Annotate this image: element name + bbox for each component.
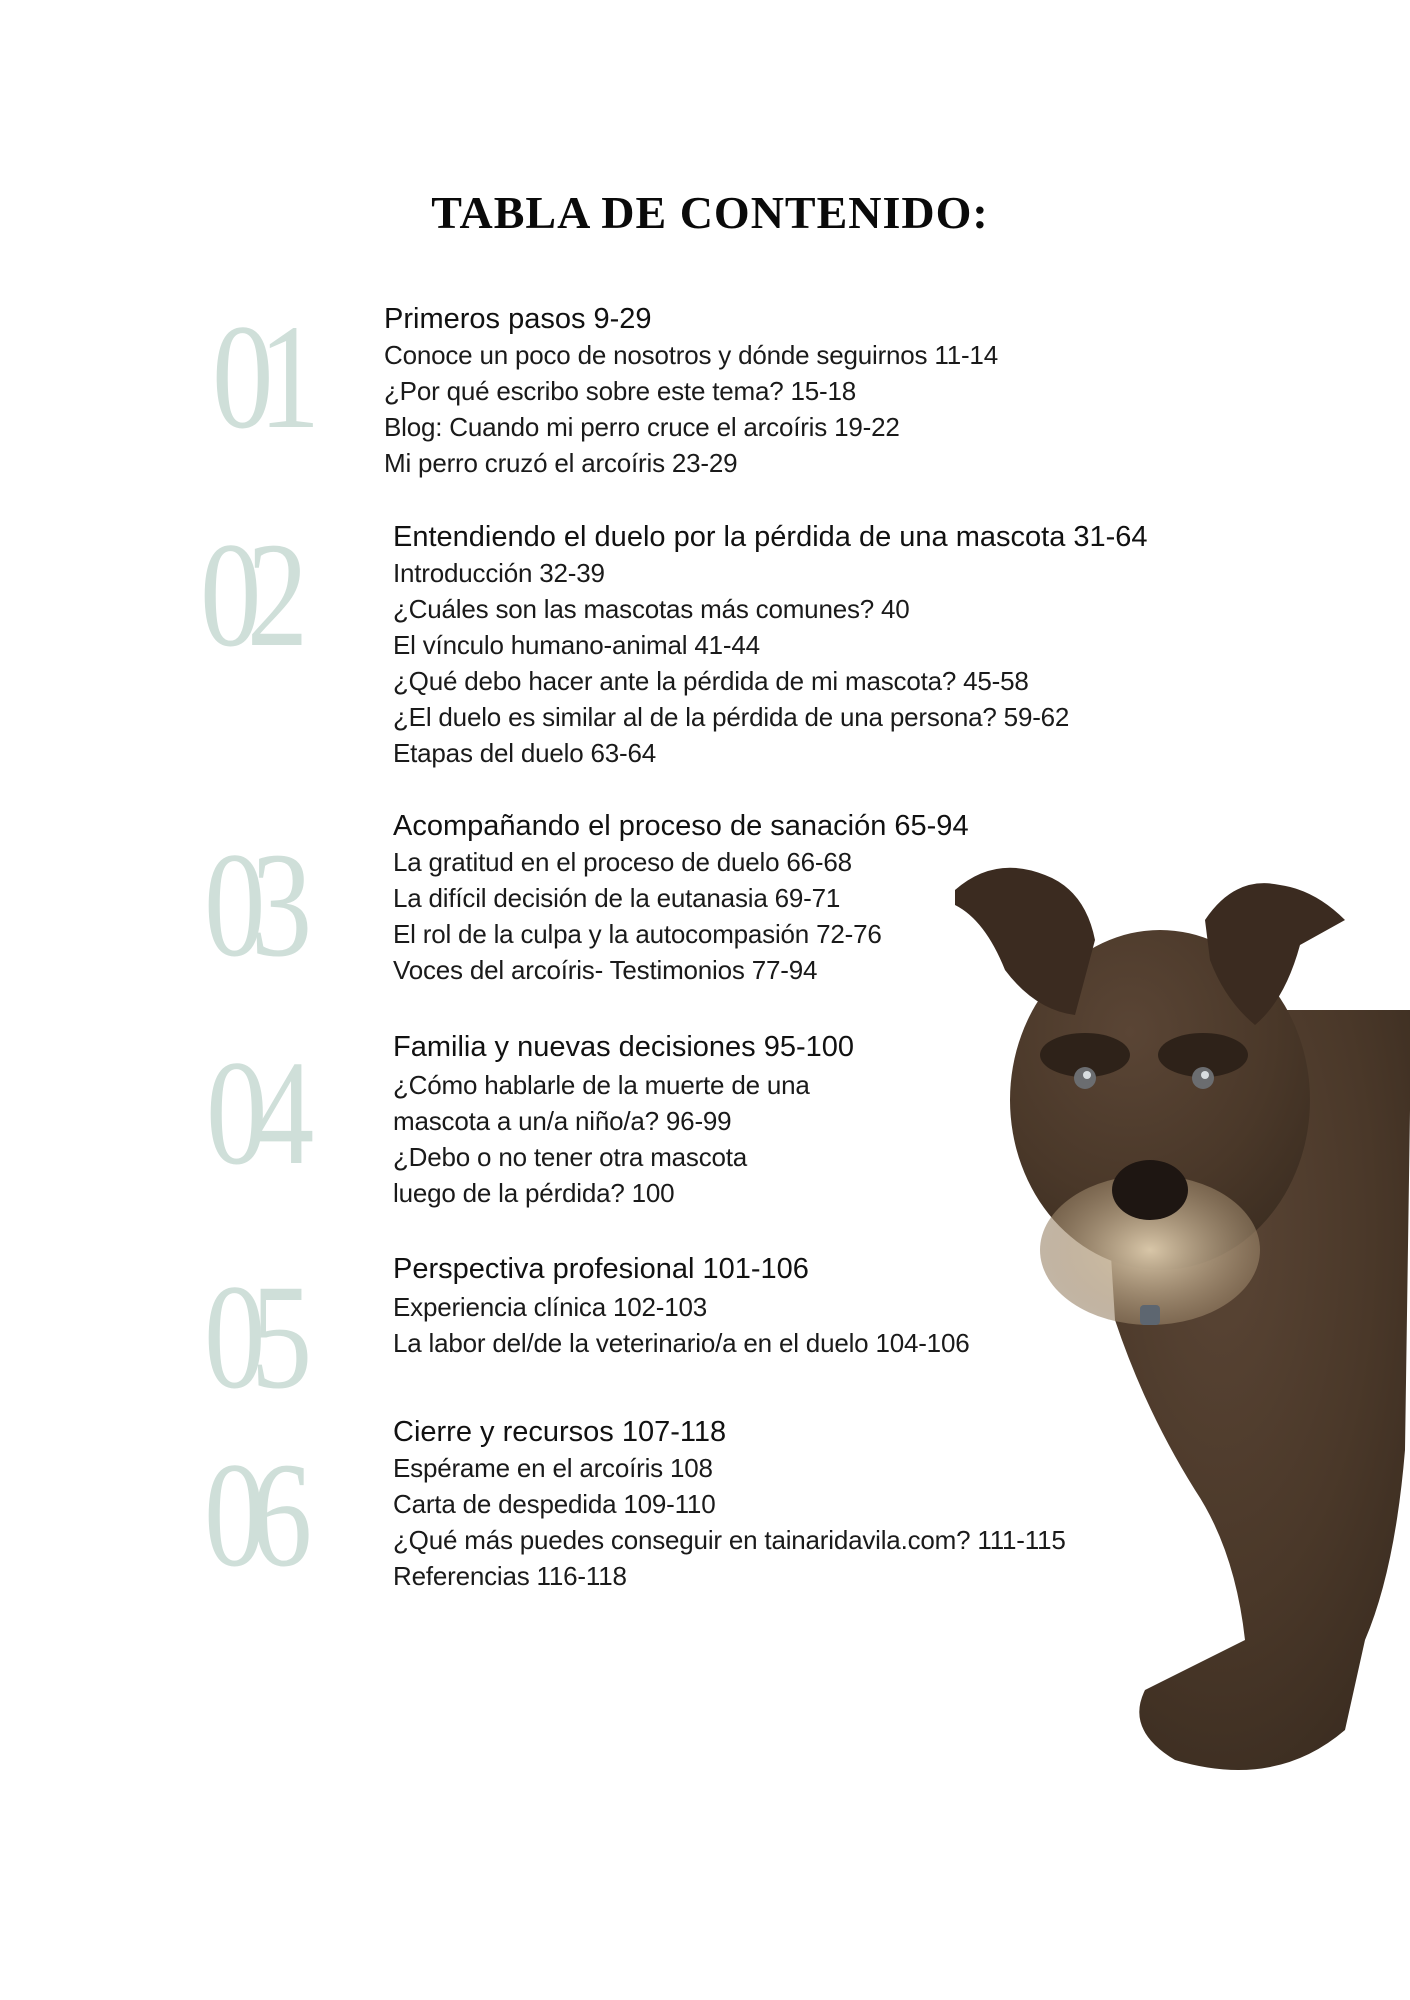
toc-item: mascota a un/a niño/a? 96-99 <box>393 1106 732 1136</box>
toc-item: Referencias 116-118 <box>393 1561 627 1591</box>
section-number: 02 <box>200 512 294 678</box>
section-heading: Perspectiva profesional 101-106 <box>393 1253 809 1285</box>
toc-item: ¿Qué más puedes conseguir en tainaridavila.com? 111-115 <box>393 1525 1066 1555</box>
toc-item: ¿Qué debo hacer ante la pérdida de mi mascota? 45-58 <box>393 666 1029 696</box>
section-number: 01 <box>212 294 306 460</box>
toc-item: Conoce un poco de nosotros y dónde seguirnos 11-14 <box>384 340 998 370</box>
toc-item: La difícil decisión de la eutanasia 69-71 <box>393 883 841 913</box>
dog-photo <box>945 850 1410 1795</box>
section-number: 06 <box>204 1432 298 1598</box>
toc-item: La labor del/de la veterinario/a en el duelo 104-106 <box>393 1328 970 1358</box>
toc-item: Experiencia clínica 102-103 <box>393 1292 708 1322</box>
toc-item: Blog: Cuando mi perro cruce el arcoíris 19-22 <box>384 412 900 442</box>
toc-item: El vínculo humano-animal 41-44 <box>393 630 760 660</box>
toc-item: Voces del arcoíris- Testimonios 77-94 <box>393 955 818 985</box>
section-heading: Primeros pasos 9-29 <box>384 303 652 335</box>
toc-item: Carta de despedida 109-110 <box>393 1489 716 1519</box>
section-number: 03 <box>204 822 298 988</box>
toc-item: luego de la pérdida? 100 <box>393 1178 675 1208</box>
section-heading: Familia y nuevas decisiones 95-100 <box>393 1031 855 1063</box>
toc-item: La gratitud en el proceso de duelo 66-68 <box>393 847 852 877</box>
toc-item: El rol de la culpa y la autocompasión 72-76 <box>393 919 882 949</box>
section-number: 05 <box>204 1254 298 1420</box>
toc-item: Espérame en el arcoíris 108 <box>393 1453 713 1483</box>
toc-item: ¿Debo o no tener otra mascota <box>393 1142 748 1172</box>
toc-item: Mi perro cruzó el arcoíris 23-29 <box>384 448 738 478</box>
section-heading: Acompañando el proceso de sanación 65-94 <box>393 810 969 842</box>
section-heading: Entendiendo el duelo por la pérdida de una mascota 31-64 <box>393 521 1148 553</box>
toc-item: ¿Por qué escribo sobre este tema? 15-18 <box>384 376 857 406</box>
toc-item: Etapas del duelo 63-64 <box>393 738 657 768</box>
toc-item: Introducción 32-39 <box>393 558 605 588</box>
section-number: 04 <box>206 1030 300 1196</box>
page-title: TABLA DE CONTENIDO: <box>431 187 989 238</box>
toc-item: ¿Cuáles son las mascotas más comunes? 40 <box>393 594 910 624</box>
toc-item: ¿Cómo hablarle de la muerte de una <box>393 1070 810 1100</box>
section-heading: Cierre y recursos 107-118 <box>393 1416 727 1448</box>
toc-item: ¿El duelo es similar al de la pérdida de una persona? 59-62 <box>393 702 1070 732</box>
